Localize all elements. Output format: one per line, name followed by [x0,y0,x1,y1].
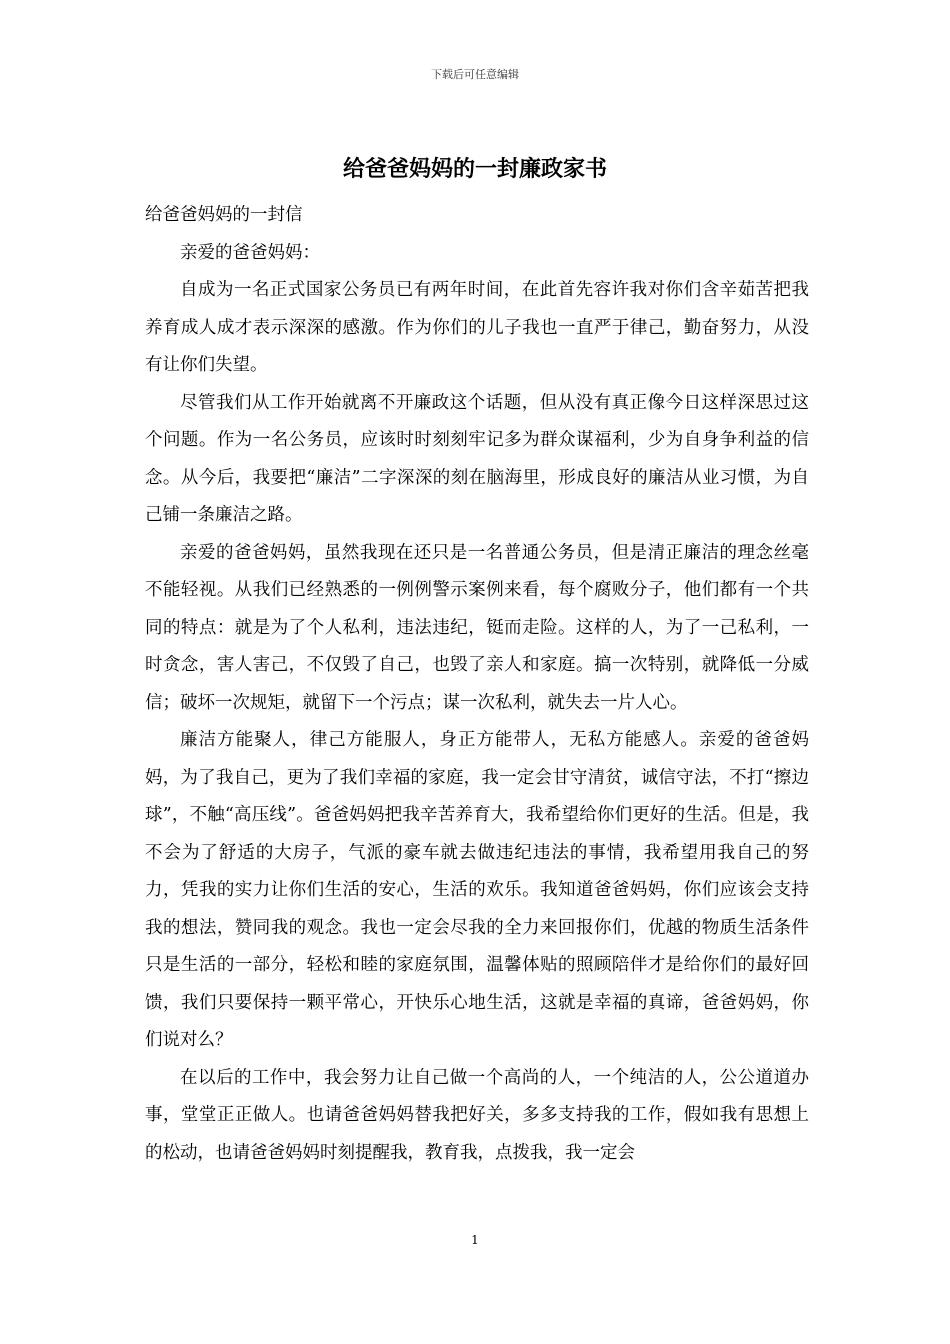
paragraph: 自成为一名正式国家公务员已有两年时间，在此首先容许我对你们含辛茹苦把我养育成人成才表示深深的感激。作为你们的儿子我也一直严于律己，勤奋努力，从没有让你们失望。 [145,280,809,375]
page-header: 下载后可任意编辑 [431,68,519,81]
paragraph: 尽管我们从工作开始就离不开廉政这个话题，但从没有真正像今日这样深思过这个问题。作为一名公务员，应该时时刻刻牢记多为群众谋福利，少为自身争利益的信念。从今后，我要把“廉洁”二字深深的刻在脑海里，形成良好的廉洁从业习惯，为自己铺一条廉洁之路。 [145,392,809,525]
letter-salutation: 亲爱的爸爸妈妈： [180,242,320,263]
page-number: 1 [471,1233,479,1247]
paragraph: 在以后的工作中，我会努力让自己做一个高尚的人，一个纯洁的人，公公道道办事，堂堂正正做人。也请爸爸妈妈替我把好关，多多支持我的工作，假如我有思想上的松动，也请爸爸妈妈时刻提醒我，教育我，点拨我，我一定会 [145,1067,809,1163]
paragraph: 廉洁方能聚人，律己方能服人，身正方能带人，无私方能感人。亲爱的爸爸妈妈，为了我自己，更为了我们幸福的家庭，我一定会甘守清贫，诚信守法，不打“擦边球”，不触“高压线”。爸爸妈妈把我辛苦养育大，我希望给你们更好的生活。但是，我不会为了舒适的大房子，气派的豪车就去做违纪违法的事情，我希望用我自己的努力，凭我的实力让你们生活的安心，生活的欢乐。我知道爸爸妈妈，你们应该会支持我的想法，赞同我的观念。我也一定会尽我的全力来回报你们，优越的物质生活条件只是生活的一部分，轻松和睦的家庭氛围，温馨体贴的照顾陪伴才是给你们的最好回馈，我们只要保持一颗平常心，开快乐心地生活，这就是幸福的真谛，爸爸妈妈，你们说对么？ [145,730,809,1050]
document-body [145,197,809,1172]
letter-subtitle: 给爸爸妈妈的一封信 [145,205,303,225]
paragraph: 亲爱的爸爸妈妈，虽然我现在还只是一名普通公务员，但是清正廉洁的理念丝毫不能轻视。从我们已经熟悉的一例例警示案例来看，每个腐败分子，他们都有一个共同的特点：就是为了个人私利，违法违纪，铤而走险。这样的人，为了一己私利，一时贪念，害人害己，不仅毁了自己，也毁了亲人和家庭。搞一次特别，就降低一分威信；破坏一次规矩，就留下一个污点；谋一次私利，就失去一片人心。 [145,542,809,713]
document-title: 给爸爸妈妈的一封廉政家书 [342,156,607,182]
